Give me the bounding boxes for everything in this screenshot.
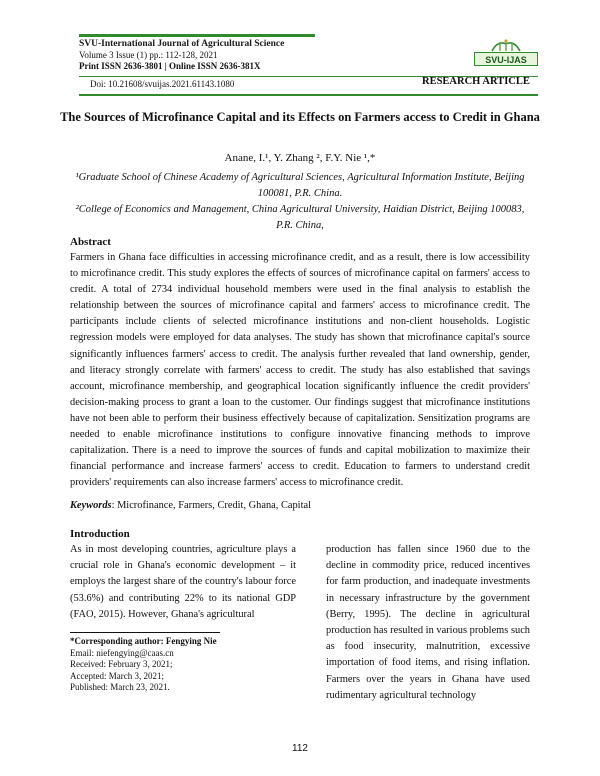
affiliation-1: ¹Graduate School of Chinese Academy of Agricultural Sciences, Agricultural Information Institute, Beijing 100081, P.R. China. — [75, 172, 525, 199]
abstract-text: Farmers in Ghana face difficulties in accessing microfinance credit, and as a result, there is low accessibility to microfinance credit. This study explores the effects of sources of microfinance capital on farmers' access to credit. A total of 2734 individual household members were used in the final analysis to establish the relationship between the sources of microfinance capital and farmers' access to microfinance credit. The participants include clients of selected microfinance institutions and non-client households. Logistic regression models were employed for data analyses. The study has shown that microfinance capital's source significantly influences farmers' access to credit. The analysis further revealed that land ownership, gender, and literacy strongly correlate with farmers' access to credit. The study has also established that savings account, microfinance membership, and geographical location significantly influence the credit providers' decision-making process to grant a loan to the customer. Our findings suggest that microfinance institutions have not been able to perform their business effectively because of capitalization. Sensitization programs are needed to enable microfinance institutions to configure innovative financing methods to improve capitalization. There is a need to improve the sources of funds and capital mobilization to maximize their financial performance and increase farmers' access to credit. Education to farmers to understand credit providers' requirements can also increase farmers' access to microfinance credit. — [70, 252, 530, 489]
volume-info: Volume 3 Issue (1) pp.: 112-128, 2021 — [79, 50, 218, 60]
keywords — [70, 500, 311, 511]
article-title: The Sources of Microfinance Capital and its Effects on Farmers access to Credit in Ghana — [60, 110, 540, 124]
abstract-heading: Abstract — [70, 236, 111, 248]
corresponding-author: *Corresponding author: Fengying Nie — [70, 636, 217, 646]
page-number: 112 — [292, 743, 308, 754]
intro-left-column: As in most developing countries, agriculture plays a crucial role in Ghana's economic development – it employs the largest share of the country's labour force (53.6%) and contributing 22% to its national GDP (FAO, 2015). However, Ghana's agricultural — [70, 544, 296, 620]
intro-right-column: production has fallen since 1960 due to the decline in commodity price, reduced incentives for farm production, and inadequate investments in necessary infrastructure by the government (Berry, 1995). The decline in agricultural production has resulted in various problems such as food insecurity, malnutrition, excessive importation of food items, and rising inflation. Farmers over the years in Ghana have used rudimentary agricultural technology — [326, 544, 530, 701]
authors: Anane, I.¹, Y. Zhang ², F.Y. Nie ¹,* — [224, 152, 376, 164]
article-type: RESEARCH ARTICLE — [422, 76, 530, 87]
doi: Doi: 10.21608/svuijas.2021.61143.1080 — [90, 79, 235, 89]
logo-text: SVU-IJAS — [474, 52, 538, 66]
journal-logo — [474, 38, 538, 66]
footnote — [70, 636, 217, 694]
accepted-date: Accepted: March 3, 2021; — [70, 670, 164, 681]
header-rule-top — [79, 34, 315, 37]
received-date: Received: February 3, 2021; — [70, 659, 173, 669]
email: Email: niefengying@caas.cn — [70, 647, 174, 658]
wheat-icon — [488, 38, 524, 52]
keywords-label: Keywords — [70, 500, 112, 511]
issn-info: Print ISSN 2636-3801 | Online ISSN 2636-381X — [79, 61, 261, 71]
journal-name: SVU-International Journal of Agricultural Science — [79, 39, 285, 49]
introduction-heading: Introduction — [70, 528, 130, 540]
published-date: Published: March 23, 2021. — [70, 682, 170, 692]
affiliation-2: ²College of Economics and Management, China Agricultural University, Haidian District, Beijing 100083, P.R. China, — [75, 204, 525, 231]
header-rule-bottom — [79, 94, 538, 96]
keywords-list: : Microfinance, Farmers, Credit, Ghana, Capital — [111, 500, 311, 511]
footnote-rule — [70, 632, 220, 633]
